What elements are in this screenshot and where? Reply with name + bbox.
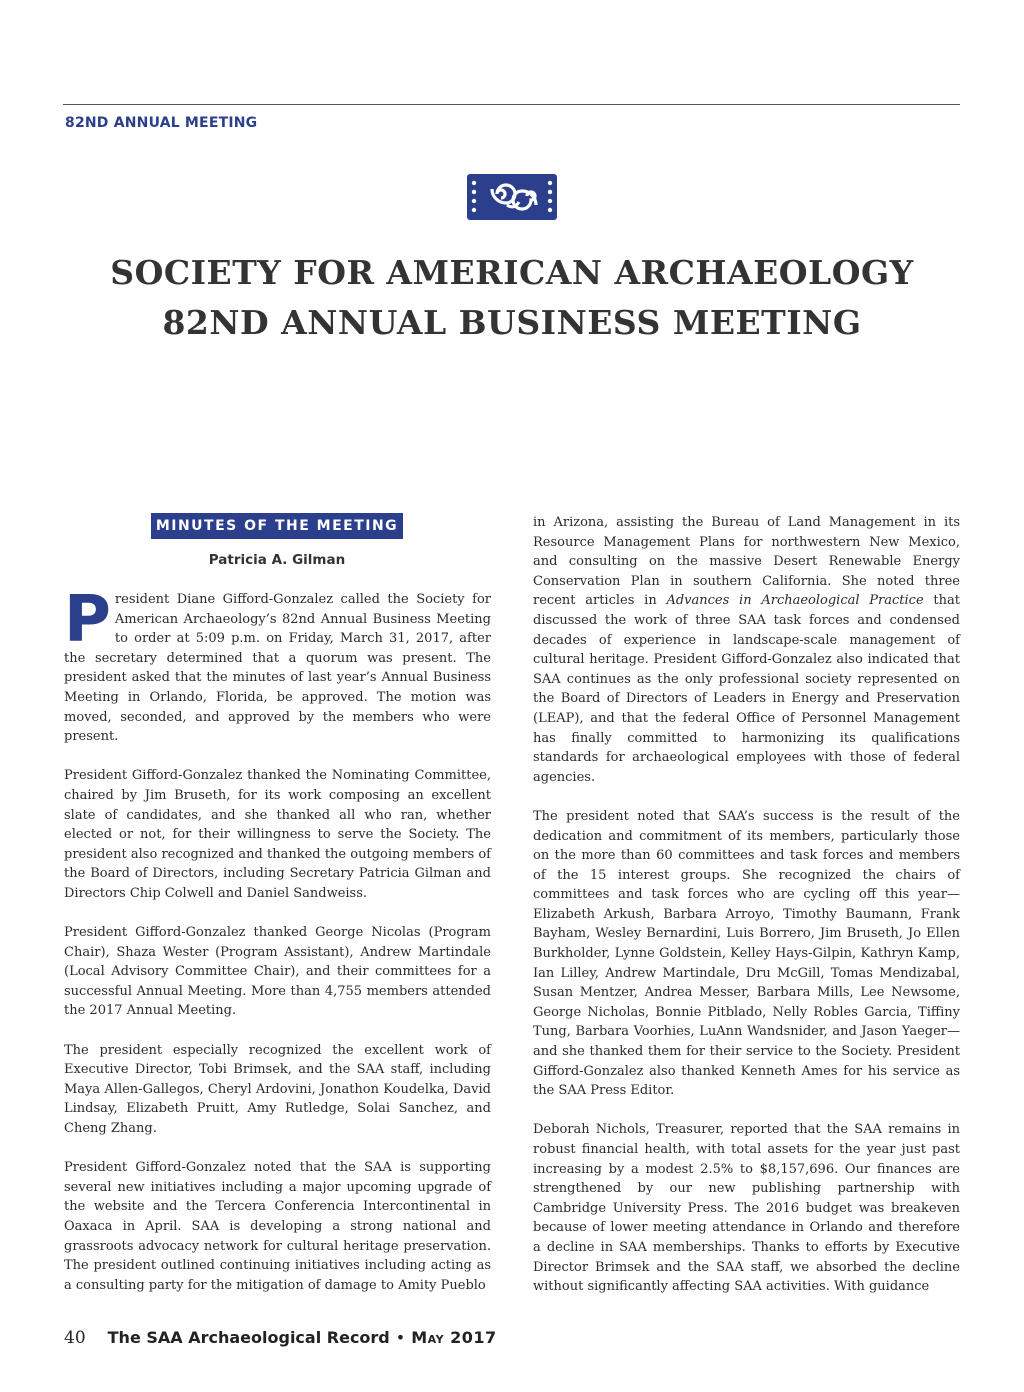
top-rule [63,104,960,105]
page-footer [64,1328,497,1348]
running-head: 82ND ANNUAL MEETING [65,115,258,131]
paragraph-5: President Gifford-Gonzalez noted that the SAA is supporting several new initiatives including a major upcoming upgrade of the website and the Tercera Conferencia Intercontinental in Oaxaca in April. SAA is developing a strong national and grassroots advocacy network for cultural heritage preservation. The president outlined continuing initiatives including acting as a consulting party for the mitigation of damage to Amity Pueblo [64,1160,491,1293]
journal-title-italic: Advances in Archaeological Practice [666,593,924,609]
paragraph-8: Deborah Nichols, Treasurer, reported that the SAA remains in robust financial health, with total assets for the year just past increasing by a modest 2.5% to $8,157,696. Our finances are strengthened by our new publishing partnership with Cambridge University Press. The 2016 budget was breakeven because of lower meeting attendance in Orlando and therefore a decline in SAA memberships. Thanks to efforts by Executive Director Brimsek and the SAA staff, we absorbed the decline without significantly affecting SAA activities. With guidance [533,1122,960,1295]
page-number: 40 [64,1328,86,1348]
drop-cap: P [64,583,111,657]
section-label: MINUTES OF THE MEETING [151,513,403,539]
paragraph-1-text: resident Diane Gifford-Gonzalez called the Society for American Archaeology’s 82nd Annual Business Meeting to order at 5:09 p.m. on Friday, March 31, 2017, after the secretary determined that a quorum was present. The president asked that the minutes of last year’s Annual Business Meeting in Orlando, Florida, be approved. The motion was moved, seconded, and approved by the members who were present. [64,592,491,745]
article-title-line-1: SOCIETY FOR AMERICAN ARCHAEOLOGY [110,253,914,292]
journal-name: The SAA Archaeological Record [107,1328,390,1347]
paragraph-2: President Gifford-Gonzalez thanked the Nominating Committee, chaired by Jim Bruseth, for its work composing an excellent slate of candidates, and she thanked all who ran, whether elected or not, for their willingness to serve the Society. The president also recognized and thanked the outgoing members of the Board of Directors, including Secretary Patricia Gilman and Directors Chip Colwell and Daniel Sandweiss. [64,768,491,901]
paragraph-6-text-b: that discussed the work of three SAA task forces and condensed decades of experience in landscape-scale management of cultural heritage. President Gifford-Gonzalez also indicated that SAA continues as the only professional society represented on the Board of Directors of Leaders in Energy and Preservation (LEAP), and that the federal Office of Personnel Management has finally committed to harmonizing its qualifications standards for archaeological employees with those of federal agencies. [533,593,960,785]
paragraph-4: The president especially recognized the excellent work of Executive Director, Tobi Brimsek, and the SAA staff, including Maya Allen-Gallegos, Cheryl Ardovini, Jonathon Koudelka, David Lindsay, Elizabeth Pruitt, Amy Rutledge, Solai Sanchez, and Cheng Zhang. [64,1042,491,1137]
paragraph-6 [533,513,960,787]
left-column [64,583,491,1315]
issue-date: May 2017 [411,1328,497,1347]
author-byline: Patricia A. Gilman [208,552,346,568]
article-title-line-2: 82ND ANNUAL BUSINESS MEETING [162,303,862,342]
saa-spiral-logo-icon [467,174,557,220]
right-column [533,513,960,1316]
footer-separator: • [395,1328,406,1347]
paragraph-3: President Gifford-Gonzalez thanked George Nicolas (Program Chair), Shaza Wester (Program Assistant), Andrew Martindale (Local Advisory Committee Chair), and their committees for a successful Annual Meeting. More than 4,755 members attended the 2017 Annual Meeting. [64,925,491,1019]
paragraph-6-text-a: in Arizona, assisting the Bureau of Land Management in its Resource Management Plans for northwestern New Mexico, and consulting on the massive Desert Renewable Energy Conservation Plan in southern California. She noted three recent articles in [533,515,960,609]
paragraph-1 [64,583,491,747]
paragraph-7: The president noted that SAA’s success is the result of the dedication and commitment of its members, particularly those on the more than 60 committees and task forces and members of the 15 interest groups. She recognized the chairs of committees and task forces who are cycling off this year—Elizabeth Arkush, Barbara Arroyo, Timothy Baumann, Frank Bayham, Wesley Bernardini, Luis Borrero, Jim Bruseth, Jo Ellen Burkholder, Lynne Goldstein, Kelley Hays-Gilpin, Kathryn Kamp, Ian Lilley, Andrew Martindale, Dru McGill, Tomas Mendizabal, Susan Mentzer, Andrea Messer, Barbara Mills, Lee Newsome, George Nicholas, Bonnie Pitblado, Nelly Robles Garcia, Tiffiny Tung, Barbara Voorhies, LuAnn Wandsnider, and Jason Yaeger—and she thanked them for their service to the Society. President Gifford-Gonzalez also thanked Kenneth Ames for his service as the SAA Press Editor. [533,808,960,1099]
